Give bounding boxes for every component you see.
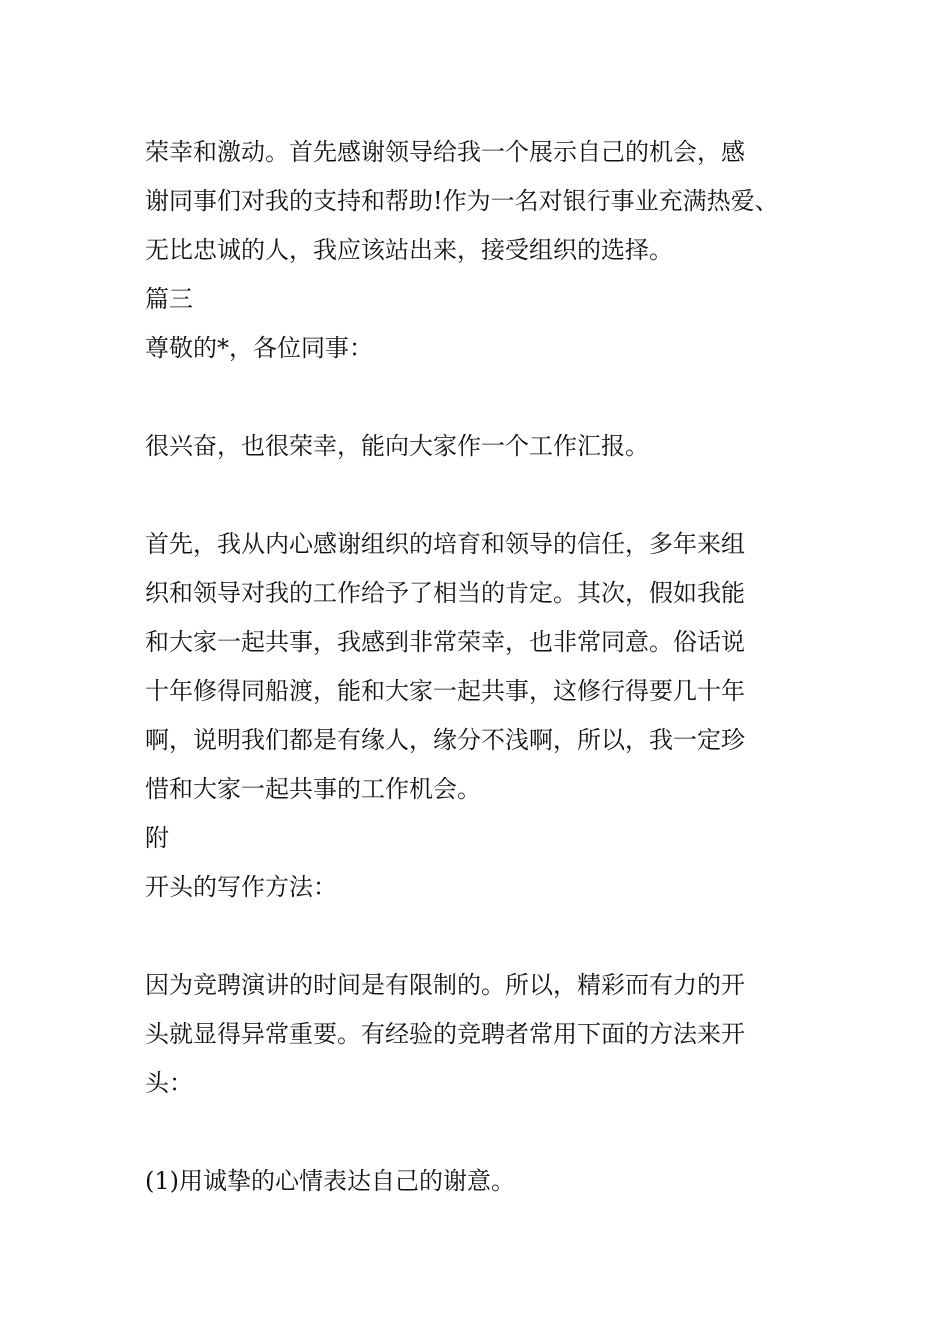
blank-line — [145, 373, 825, 422]
blank-line — [145, 471, 825, 520]
text-line: 惜和大家一起共事的工作机会。 — [145, 775, 481, 803]
salutation: 尊敬的*，各位同事： — [145, 334, 373, 362]
text-line: 首先，我从内心感谢组织的培育和领导的信任，多年来组 — [145, 530, 745, 558]
text-line: 和大家一起共事，我感到非常荣幸，也非常同意。俗话说 — [145, 628, 745, 656]
text-line: 织和领导对我的工作给予了相当的肯定。其次，假如我能 — [145, 579, 745, 607]
text-line: 头就显得异常重要。有经验的竞聘者常用下面的方法来开 — [145, 1020, 745, 1048]
text-line: 因为竞聘演讲的时间是有限制的。所以，精彩而有力的开 — [145, 971, 745, 999]
text-line: 荣幸和激动。首先感谢领导给我一个展示自己的机会，感 — [145, 138, 745, 166]
blank-line — [145, 1108, 825, 1157]
document-body — [145, 128, 825, 1206]
blank-line — [145, 912, 825, 961]
text-line: 很兴奋，也很荣幸，能向大家作一个工作汇报。 — [145, 432, 649, 460]
subheading: 开头的写作方法： — [145, 873, 337, 901]
text-line: 啊，说明我们都是有缘人，缘分不浅啊，所以，我一定珍 — [145, 726, 745, 754]
text-line: 无比忠诚的人，我应该站出来，接受组织的选择。 — [145, 236, 673, 264]
text-line: 头： — [145, 1069, 193, 1097]
section-heading: 附 — [145, 824, 169, 852]
text-line: 十年修得同船渡，能和大家一起共事，这修行得要几十年 — [145, 677, 745, 705]
section-heading: 篇三 — [145, 285, 193, 313]
text-line: 谢同事们对我的支持和帮助!作为一名对银行事业充满热爱、 — [145, 187, 779, 215]
list-item: (1)用诚挚的心情表达自己的谢意。 — [145, 1167, 515, 1195]
